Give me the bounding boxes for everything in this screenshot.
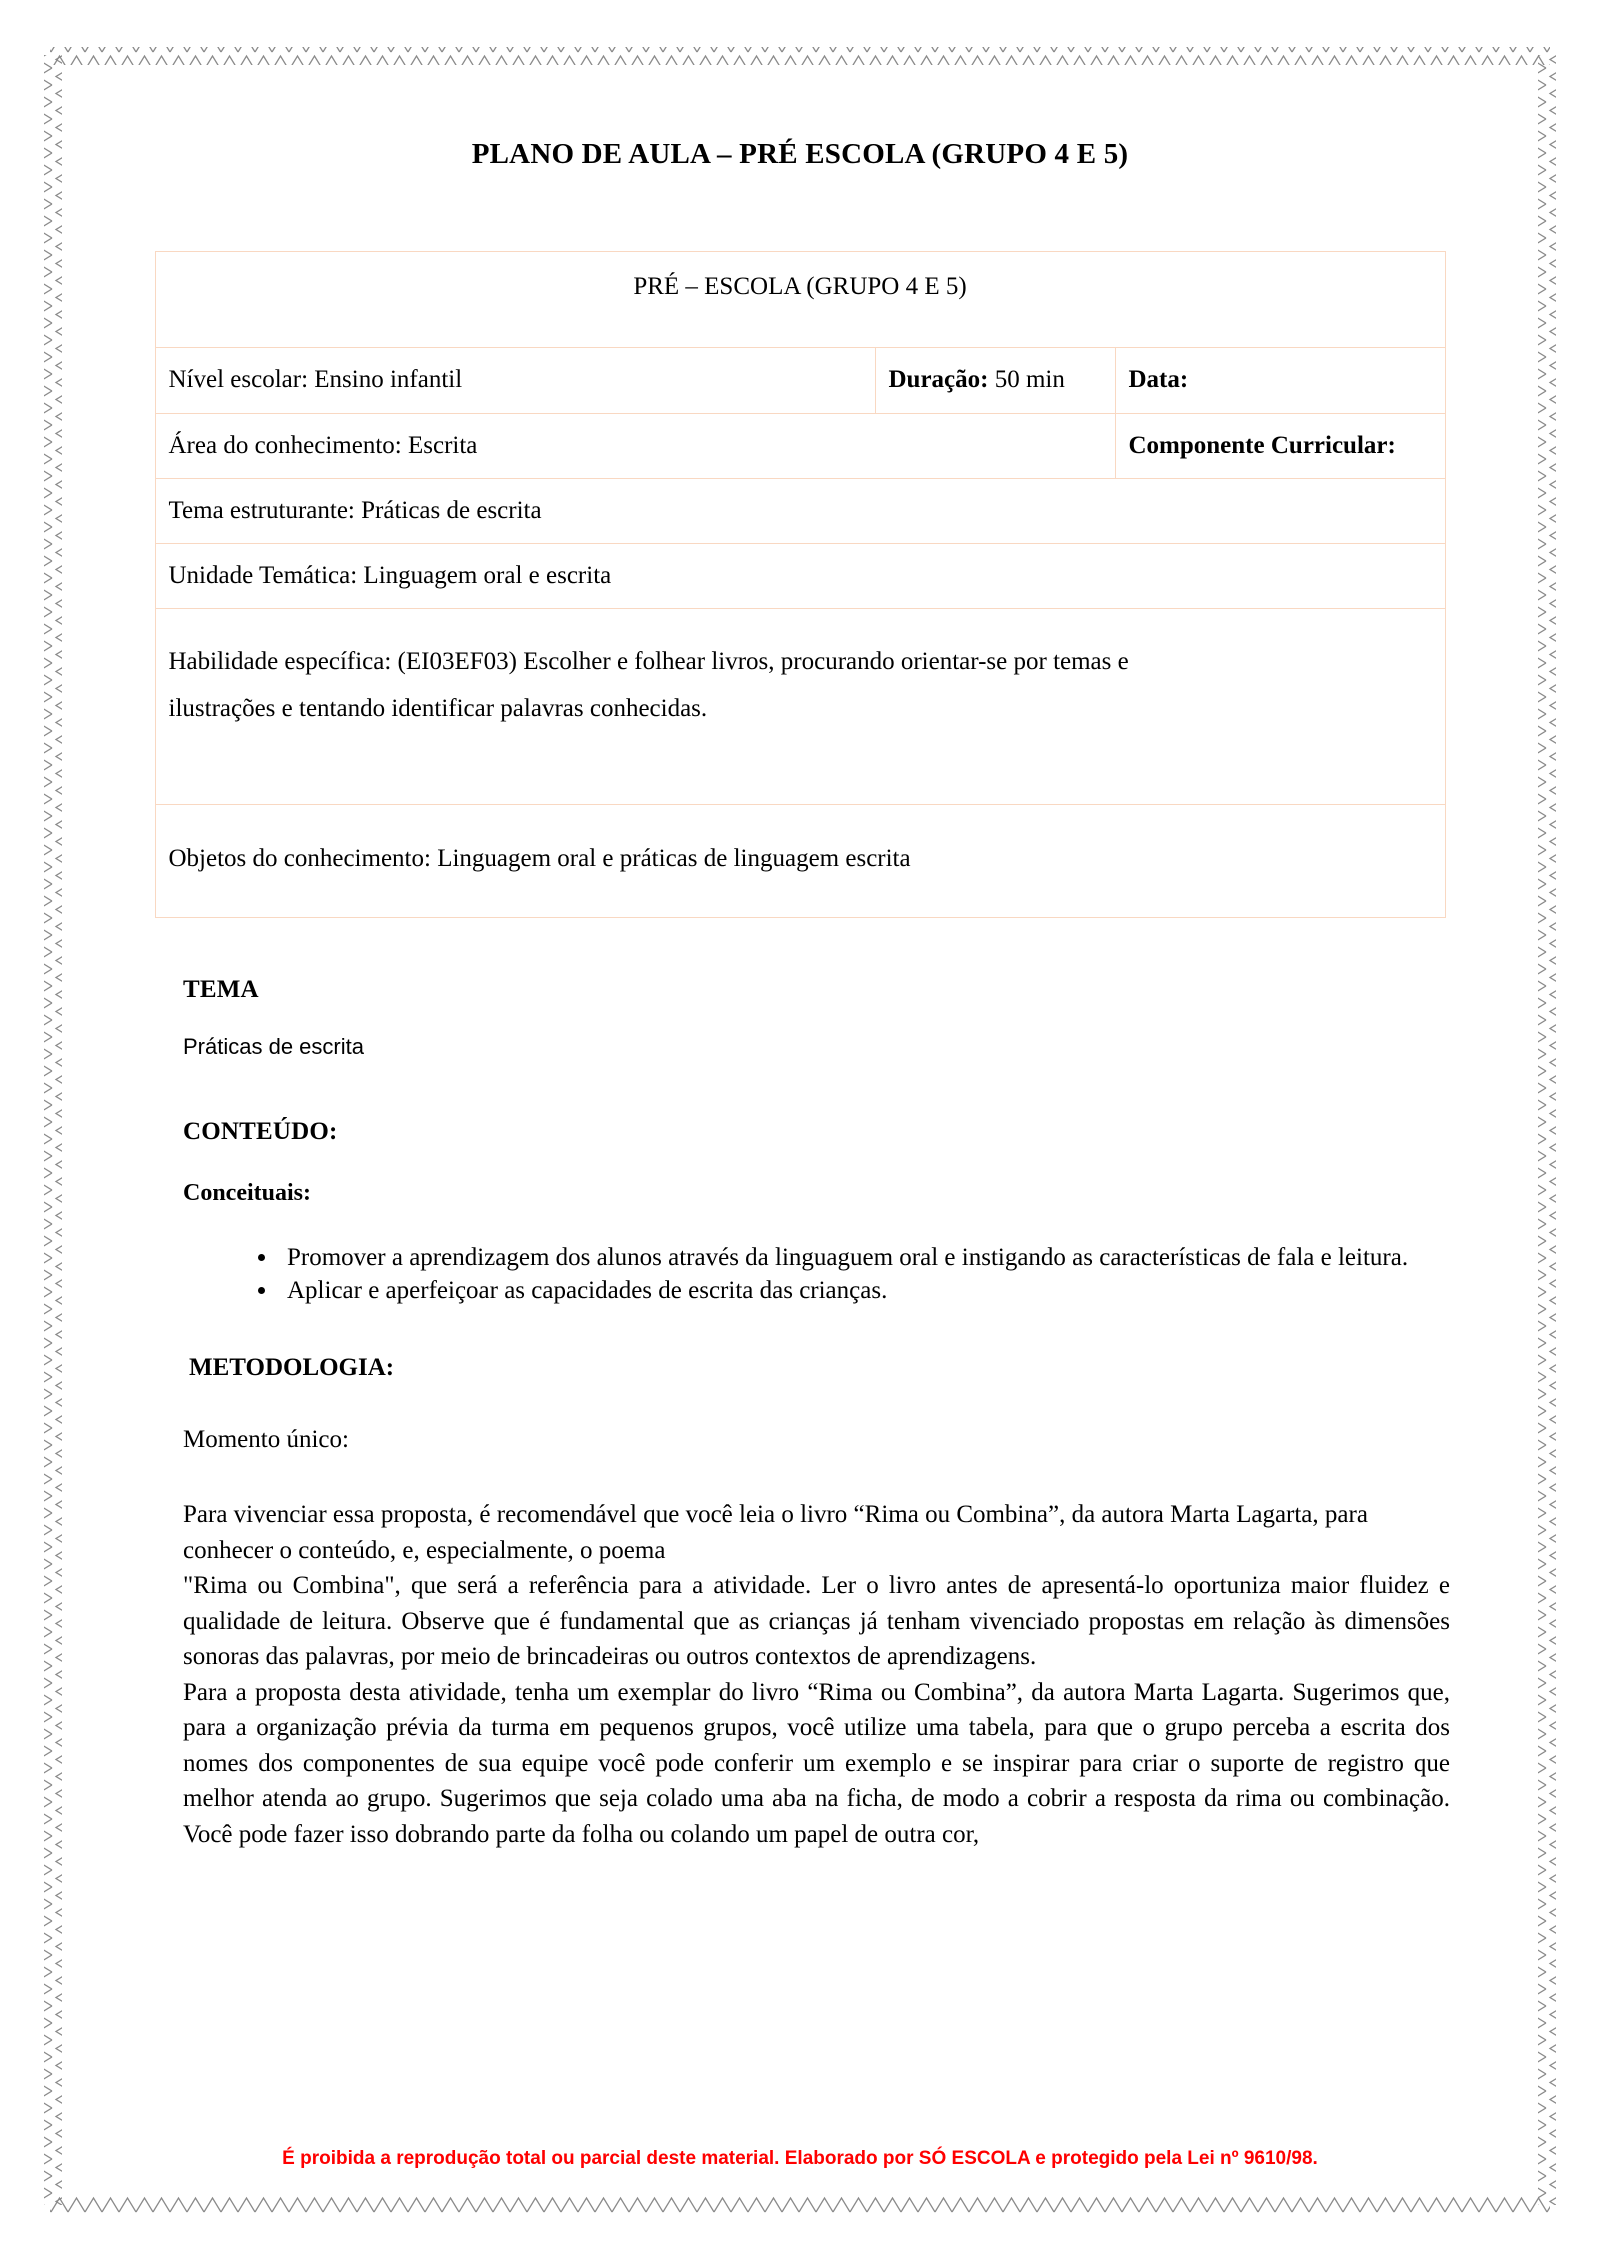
cell-habilidade-especifica [155, 609, 1445, 805]
cell-unidade-tematica: Unidade Temática: Linguagem oral e escrita [155, 544, 1445, 609]
tema-value: Práticas de escrita [183, 1034, 364, 1059]
section-metodologia [183, 1354, 1450, 1853]
metodologia-paragraph-2: "Rima ou Combina", que será a referência para a atividade. Ler o livro antes de apresentá-lo oportuniza maior fluidez e qualidade de leitura. Observe que é fundamental que as crianças já tenham vivenciado propostas em relação às dimensões sonoras das palavras, por meio de brincadeiras ou outros contextos de aprendizagens. [183, 1572, 1450, 1670]
lesson-info-table [155, 251, 1446, 918]
cell-tema-estruturante: Tema estruturante: Práticas de escrita [155, 478, 1445, 543]
metodologia-paragraph-3: Para a proposta desta atividade, tenha um exemplar do livro “Rima ou Combina”, da autora Marta Lagarta. Sugerimos que, para a organização prévia da turma em pequenos grupos, você utilize uma tabela, para que o grupo perceba a escrita dos nomes dos componentes de sua equipe você pode conferir um exemplo e se inspirar para criar o suporte de registro que melhor atenda ao grupo. Sugerimos que seja colado uma aba na ficha, de modo a cobrir a resposta da rima ou combinação. Você pode fazer isso dobrando parte da folha ou colando um papel de outra cor, [183, 1678, 1450, 1848]
cell-duracao [875, 348, 1115, 413]
page-title: PLANO DE AULA – PRÉ ESCOLA (GRUPO 4 E 5) [471, 138, 1129, 170]
section-conteudo [183, 1118, 1450, 1308]
habilidade-line-1: Habilidade específica: (EI03EF03) Escolher e folhear livros, procurando orientar-se por temas e [168, 648, 1129, 676]
tema-heading: TEMA [183, 976, 259, 1003]
cell-area-conhecimento: Área do conhecimento: Escrita [155, 413, 1115, 478]
table-row [155, 609, 1445, 805]
cell-data [1115, 348, 1445, 413]
info-table-header: PRÉ – ESCOLA (GRUPO 4 E 5) [155, 252, 1445, 348]
section-tema [183, 976, 1450, 1060]
momento-unico-label: Momento único: [183, 1425, 349, 1453]
cell-componente-curricular [1115, 413, 1445, 478]
conceituais-list [183, 1241, 1450, 1308]
metodologia-heading: METODOLOGIA: [189, 1353, 395, 1381]
copyright-footer: É proibida a reprodução total ou parcial deste material. Elaborado por SÓ ESCOLA e protegido pela Lei nº 9610/98. [282, 2148, 1318, 2169]
metodologia-paragraph-1: Para vivenciar essa proposta, é recomendável que você leia o livro “Rima ou Combina”, da autora Marta Lagarta, para conhecer o conteúdo, e, especialmente, o poema [183, 1501, 1368, 1564]
cell-nivel-escolar: Nível escolar: Ensino infantil [155, 348, 875, 413]
list-item: • Aplicar e aperfeiçoar as capacidades de escrita das crianças. [279, 1274, 1450, 1307]
table-row [155, 252, 1445, 348]
cell-objetos-conhecimento: Objetos do conhecimento: Linguagem oral e práticas de linguagem escrita [155, 804, 1445, 917]
duracao-value: 50 min [988, 366, 1065, 394]
conteudo-heading: CONTEÚDO: [183, 1118, 338, 1145]
habilidade-line-2: ilustrações e tentando identificar palavras conhecidas. [168, 694, 708, 722]
table-row [155, 478, 1445, 543]
table-row [155, 348, 1445, 413]
table-row [155, 413, 1445, 478]
conceituais-heading: Conceituais: [183, 1180, 311, 1206]
document-page [108, 60, 1492, 2160]
duracao-label: Duração: [888, 366, 989, 394]
componente-curricular-label: Componente Curricular: [1128, 431, 1396, 459]
table-row [155, 544, 1445, 609]
data-label: Data: [1128, 366, 1189, 394]
list-item: • Promover a aprendizagem dos alunos através da linguaguem oral e instigando as características de fala e leitura. [279, 1241, 1450, 1274]
table-row [155, 804, 1445, 917]
